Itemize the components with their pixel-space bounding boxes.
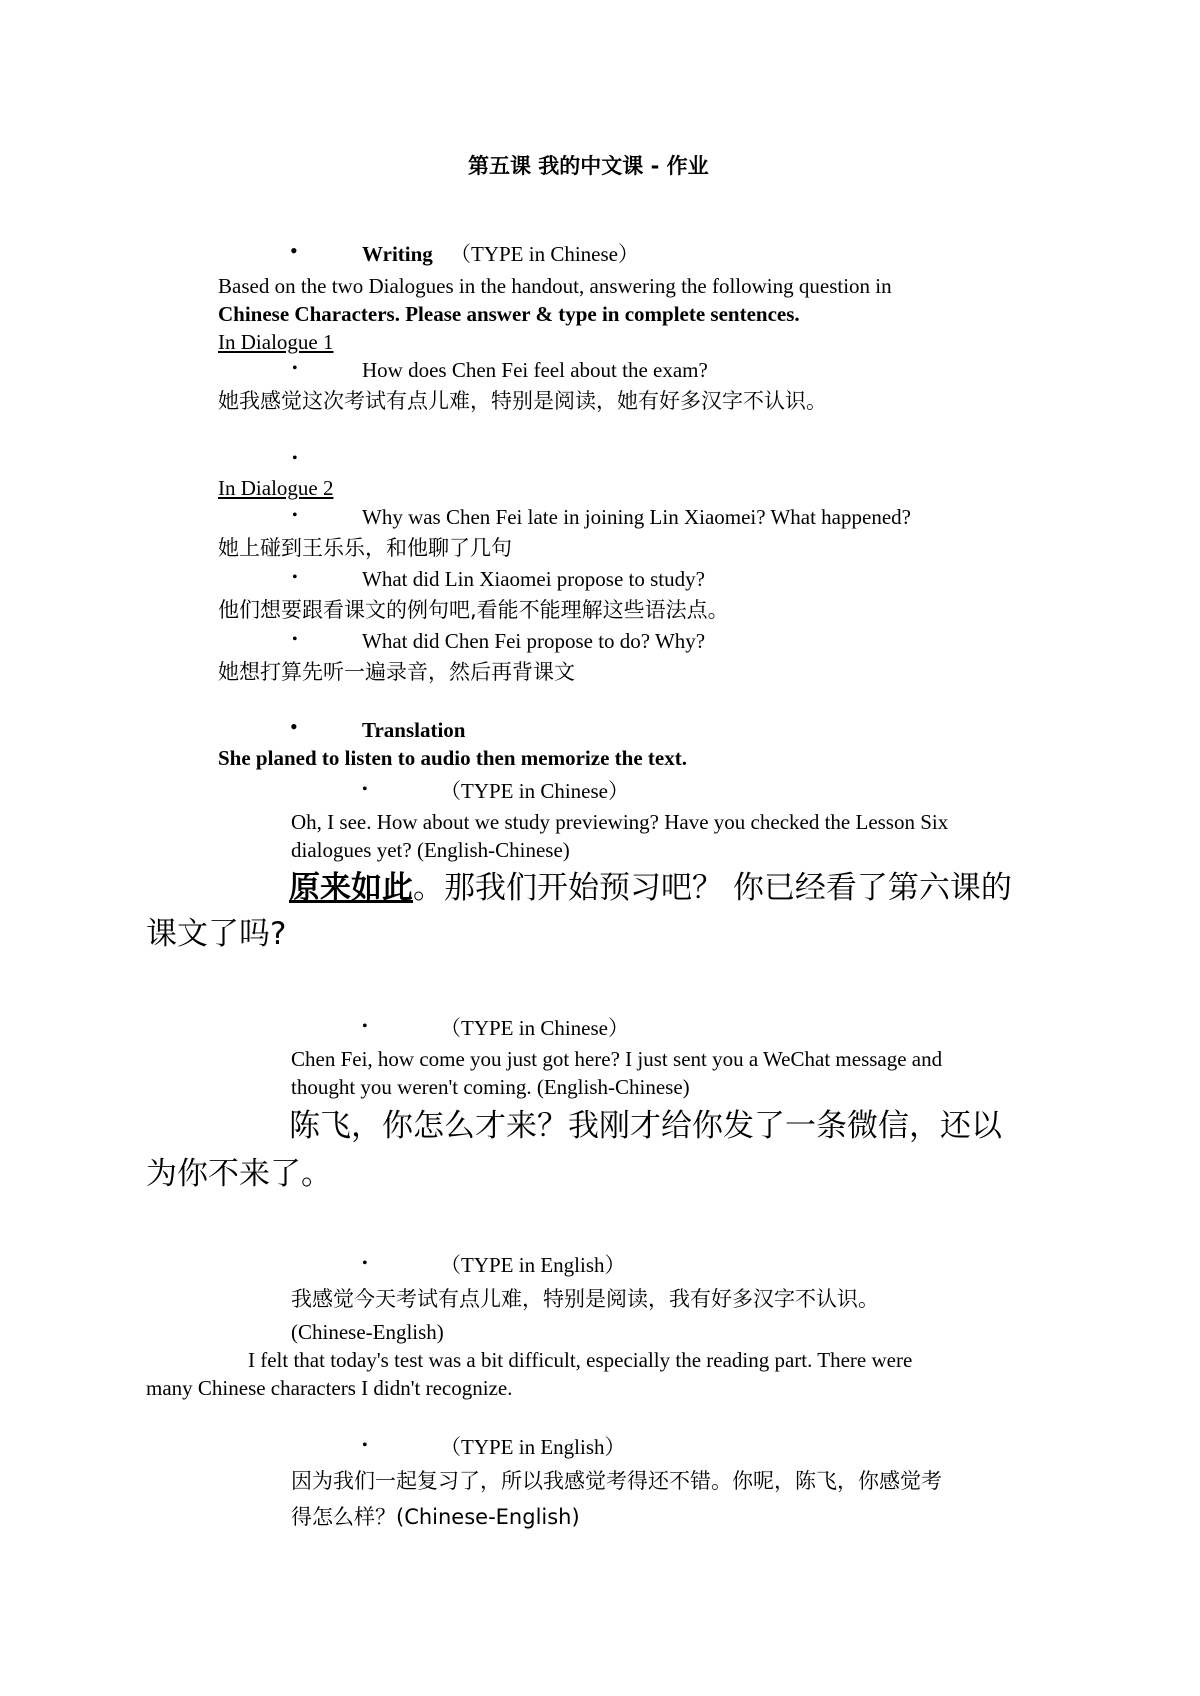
answer-translation-2-line-2: 为你不来了。 [146, 1156, 332, 1192]
answer-translation-3-line-1: I felt that today's test was a bit difficult, especially the reading part. There were [248, 1348, 913, 1372]
answer-translation-2-line-1: 陈飞，你怎么才来？我刚才给你发了一条微信，还以 [289, 1108, 1002, 1144]
bullet-icon: • [362, 781, 368, 798]
translation-note: She planed to listen to audio then memorize the text. [218, 746, 687, 770]
prompt-2-line-2: thought you weren't coming. (English-Chinese) [291, 1075, 690, 1099]
type-note-3: （TYPE in English） [440, 1253, 626, 1277]
bullet-icon: • [292, 360, 298, 377]
bullet-icon: • [292, 569, 298, 586]
instructions-line-2: Chinese Characters. Please answer & type in complete sentences. [218, 302, 800, 326]
question-2: Why was Chen Fei late in joining Lin Xiaomei? What happened? [362, 505, 911, 529]
prompt-1-line-2: dialogues yet? (English-Chinese) [291, 838, 570, 862]
instructions-line-1: Based on the two Dialogues in the handout, answering the following question in [218, 274, 892, 298]
prompt-4-line-1: 因为我们一起复习了，所以我感觉考得还不错。你呢，陈飞，你感觉考 [291, 1469, 942, 1493]
answer-3: 他们想要跟看课文的例句吧,看能不能理解这些语法点。 [218, 598, 729, 622]
question-3: What did Lin Xiaomei propose to study? [362, 567, 705, 591]
answer-translation-1-line-2: 课文了吗? [146, 916, 287, 952]
answer-1: 她我感觉这次考试有点儿难，特别是阅读，她有好多汉字不认识。 [218, 389, 827, 413]
writing-type-note: （TYPE in Chinese） [450, 242, 639, 266]
translation-heading: Translation [362, 718, 466, 742]
bullet-icon: • [290, 714, 298, 739]
prompt-2-line-1: Chen Fei, how come you just got here? I just sent you a WeChat message and [291, 1047, 943, 1071]
page-title: 第五课 我的中文课 - 作业 [468, 154, 709, 178]
prompt-4-line-2: 得怎么样？(Chinese-English) [291, 1505, 580, 1529]
type-note-1: （TYPE in Chinese） [440, 779, 629, 803]
answer-translation-1-underlined: 原来如此 [289, 870, 413, 906]
answer-4: 她想打算先听一遍录音，然后再背课文 [218, 660, 575, 684]
dialogue-1-label: In Dialogue 1 [218, 330, 334, 354]
bullet-icon: • [292, 450, 298, 467]
bullet-icon: • [292, 631, 298, 648]
question-4: What did Chen Fei propose to do? Why? [362, 629, 706, 653]
answer-translation-3-line-2: many Chinese characters I didn't recognize. [146, 1376, 513, 1400]
bullet-icon: • [292, 507, 298, 524]
prompt-1-line-1: Oh, I see. How about we study previewing? Have you checked the Lesson Six [291, 810, 949, 834]
type-note-4: （TYPE in English） [440, 1435, 626, 1459]
question-1: How does Chen Fei feel about the exam? [362, 358, 708, 382]
bullet-icon: • [362, 1255, 368, 1272]
type-note-2: （TYPE in Chinese） [440, 1016, 629, 1040]
dialogue-2-label: In Dialogue 2 [218, 476, 334, 500]
bullet-icon: • [362, 1018, 368, 1035]
answer-translation-1-rest: 。那我们开始预习吧？ 你已经看了第六课的 [413, 870, 1012, 906]
prompt-3-line-2: (Chinese-English) [291, 1320, 444, 1344]
writing-heading: Writing [362, 242, 433, 266]
answer-2: 她上碰到王乐乐，和他聊了几句 [218, 536, 512, 560]
bullet-icon: • [290, 238, 298, 263]
answer-translation-1-line-1 [289, 866, 1012, 910]
prompt-3-line-1: 我感觉今天考试有点儿难，特别是阅读，我有好多汉字不认识。 [291, 1287, 879, 1311]
bullet-icon: • [362, 1437, 368, 1454]
